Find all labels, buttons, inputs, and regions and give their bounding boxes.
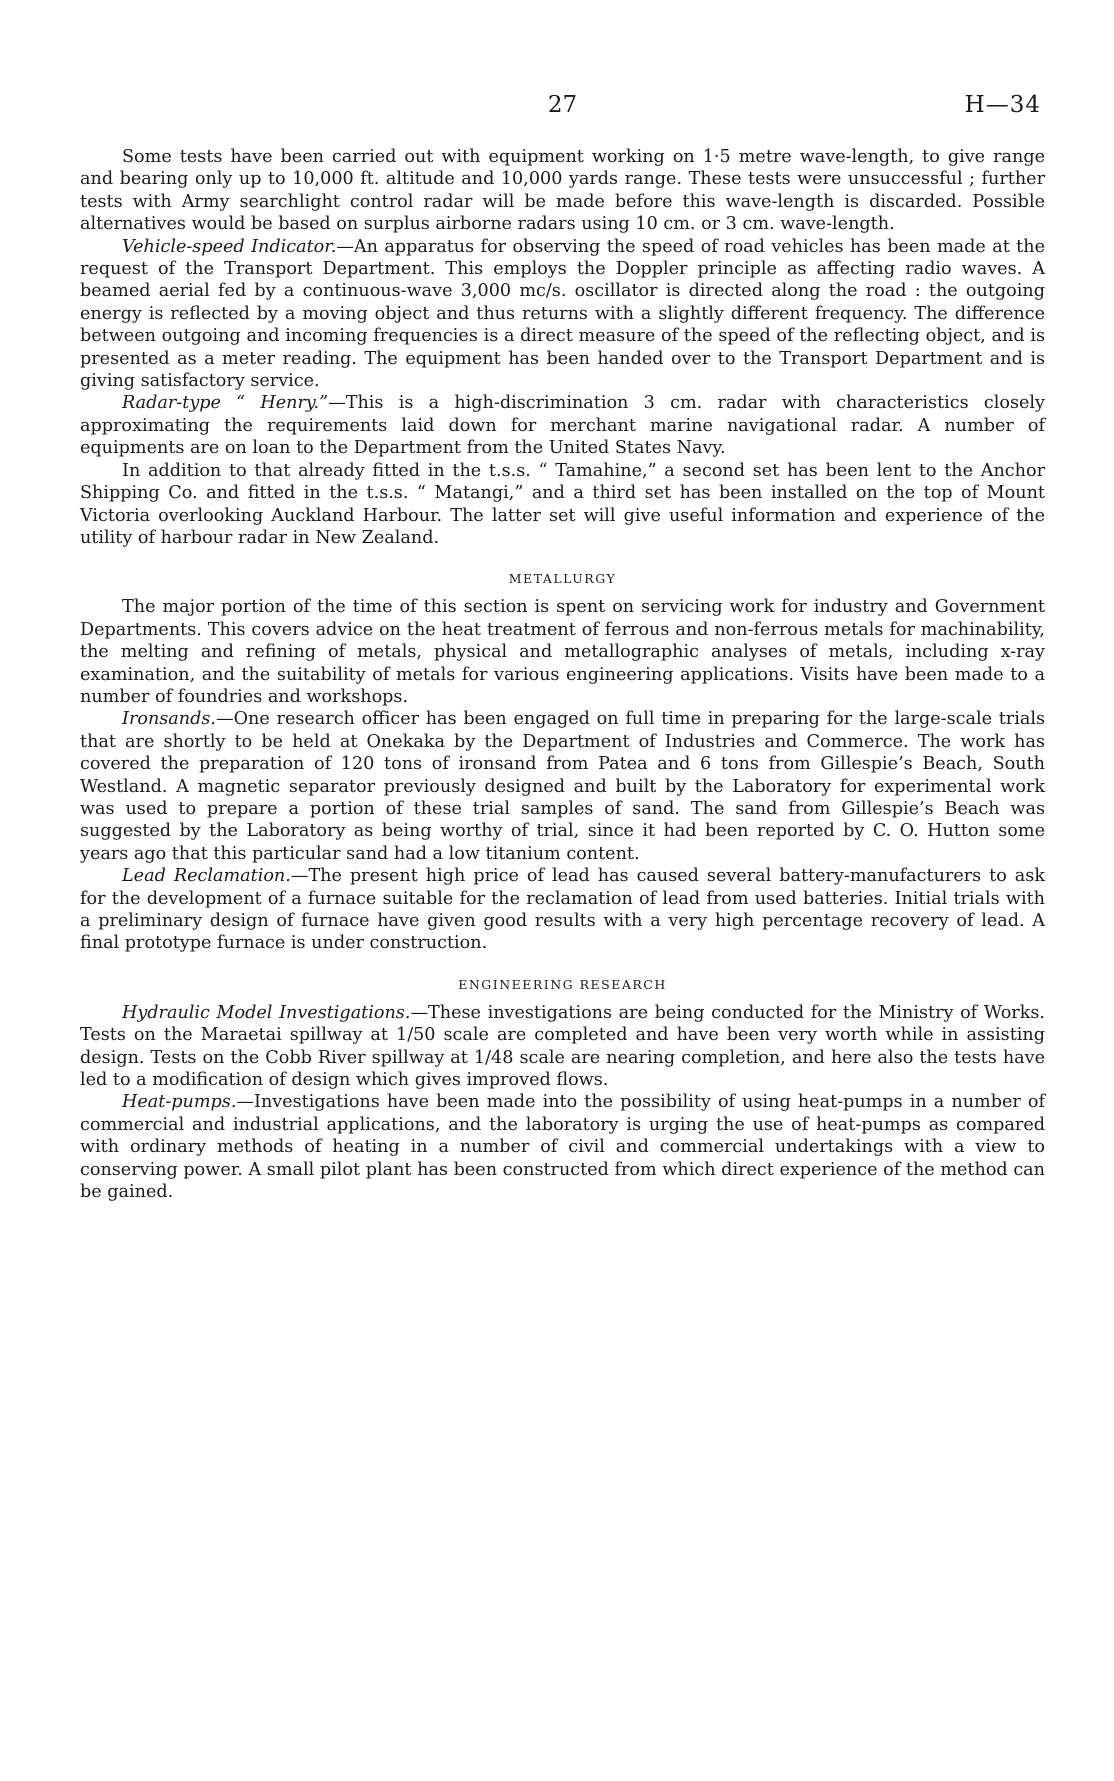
paragraph	[80, 1091, 1045, 1203]
paragraph-title: Vehicle-speed Indicator.	[122, 236, 337, 257]
paragraph-text: —These investigations are being conducted for the Ministry of Works. Tests on the Maraetai spillway at 1/50 scale are completed and have been very worth while in assisting design. Tests on the Cobb River spillway at 1/48 scale are nearing completion, and here also the tests have led to a modification of design which gives improved flows.	[80, 1002, 1045, 1091]
document-reference: H—34	[964, 92, 1041, 118]
paragraph-title: Lead Reclamation.	[122, 866, 291, 887]
section-heading: ENGINEERING RESEARCH	[458, 976, 667, 992]
paragraph	[80, 392, 1045, 459]
paragraph	[80, 460, 1045, 550]
paragraph-text: —This is a high-discrimination 3 cm. radar with characteristics closely approximating the requirements laid down for merchant marine navigational radar. A number of equipments are on loan to the Department from the United States Navy.	[80, 393, 1045, 459]
page-number: 27	[547, 92, 578, 118]
paragraph	[80, 865, 1045, 955]
paragraph-text: Some tests have been carried out with equipment working on 1·5 metre wave-length, to give range and bearing only up to 10,000 ft. altitude and 10,000 yards range. These tests were unsuccessful ; further tests with Army searchlight control radar will be made before this wave-length is discarded. Possible alternatives would be based on surplus airborne radars using 10 cm. or 3 cm. wave-length.	[80, 147, 1045, 235]
paragraph-text: —An apparatus for observing the speed of road vehicles has been made at the request of the Transport Department. This employs the Doppler principle as affecting radio waves. A beamed aerial fed by a continuous-wave 3,000 mc/s. oscillator is directed along the road : the outgoing energy is reflected by a moving object and thus returns with a slightly different frequency. The difference between outgoing and incoming frequencies is a direct measure of the speed of the reflecting object, and is presented as a meter reading. The equipment has been handed over to the Transport Department and is giving satisfactory service.	[80, 236, 1045, 392]
document-page	[80, 92, 1045, 1203]
paragraph-title: Hydraulic Model Investigations.	[122, 1002, 411, 1023]
section-radar	[80, 146, 1045, 549]
paragraph	[80, 236, 1045, 393]
paragraph	[80, 596, 1045, 708]
paragraph	[80, 146, 1045, 236]
paragraph-text: In addition to that already fitted in the t.s.s. “ Tamahine,” a second set has been lent to the Anchor Shipping Co. and fitted in the t.s.s. “ Matangi,” and a third set has been installed on the top of Mount Victoria overlooking Auckland Harbour. The latter set will give useful information and experience of the utility of harbour radar in New Zealand.	[80, 460, 1045, 548]
paragraph-title: Ironsands.	[122, 709, 217, 730]
section-heading: METALLURGY	[508, 571, 617, 587]
paragraph	[80, 708, 1045, 865]
paragraph-text: —One research officer has been engaged on full time in preparing for the large-scale trials that are shortly to be held at Onekaka by the Department of Industries and Commerce. The work has covered the preparation of 120 tons of ironsand from Patea and 6 tons from Gillespie’s Beach, South Westland. A magnetic separator previously designed and built by the Laboratory for experimental work was used to prepare a portion of these trial samples of sand. The sand from Gillespie’s Beach was suggested by the Laboratory as being worthy of trial, since it had been reported by C. O. Hutton some years ago that this particular sand had a low titanium content.	[80, 709, 1045, 864]
paragraph-title: Radar-type “ Henry.”	[122, 393, 329, 414]
section-metallurgy	[80, 571, 1045, 955]
paragraph	[80, 1002, 1045, 1092]
paragraph-title: Heat-pumps.	[122, 1092, 237, 1113]
page-header	[80, 92, 1045, 132]
paragraph-text: —Investigations have been made into the possibility of using heat-pumps in a number of commercial and industrial applications, and the laboratory is urging the use of heat-pumps as compared with ordinary methods of heating in a number of civil and commercial undertakings with a view to conserving power. A small pilot plant has been constructed from which direct experience of the method can be gained.	[80, 1092, 1045, 1203]
section-engineering-research	[80, 977, 1045, 1204]
paragraph-text: The major portion of the time of this section is spent on servicing work for industry and Government Departments. This covers advice on the heat treatment of ferrous and non-ferrous metals for machinability, the melting and refining of metals, physical and metallographic analyses of metals, including x-ray examination, and the suitability of metals for various engineering applications. Visits have been made to a number of foundries and workshops.	[80, 597, 1045, 707]
paragraph-text: —The present high price of lead has caused several battery-manufacturers to ask for the development of a furnace suitable for the reclamation of lead from used batteries. Initial trials with a preliminary design of furnace have given good results with a very high percentage recovery of lead. A final prototype furnace is under construction.	[80, 866, 1045, 954]
